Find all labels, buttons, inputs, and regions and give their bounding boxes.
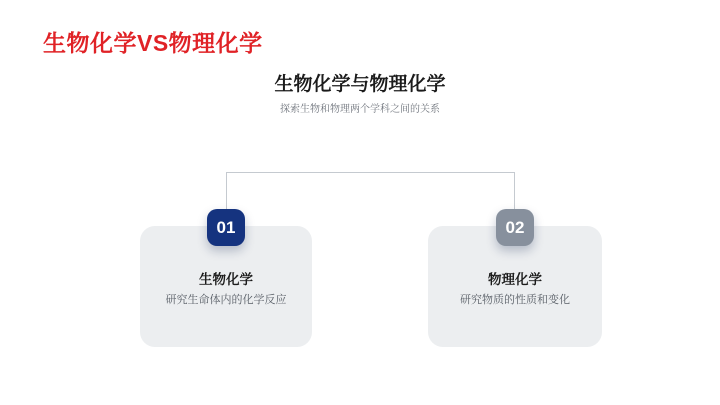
content-subtitle: 探索生物和物理两个学科之间的关系: [280, 104, 440, 115]
card-physical-chemistry: [428, 217, 602, 347]
card-biochemistry-title: 生物化学: [199, 272, 253, 287]
connector-horizontal-line: [226, 172, 515, 173]
page-title: 生物化学VS物理化学: [43, 30, 263, 56]
badge-01: 01: [207, 209, 245, 246]
content-heading: 生物化学与物理化学: [274, 74, 446, 95]
card-biochemistry-description: 研究生命体内的化学反应: [165, 294, 287, 306]
badge-02: 02: [496, 209, 534, 246]
card-physical-chemistry-title: 物理化学: [488, 272, 542, 287]
connector-vertical-line-right: [514, 172, 515, 210]
card-physical-chemistry-description: 研究物质的性质和变化: [460, 294, 570, 306]
card-biochemistry: [140, 217, 312, 347]
connector-vertical-line-left: [226, 172, 227, 210]
